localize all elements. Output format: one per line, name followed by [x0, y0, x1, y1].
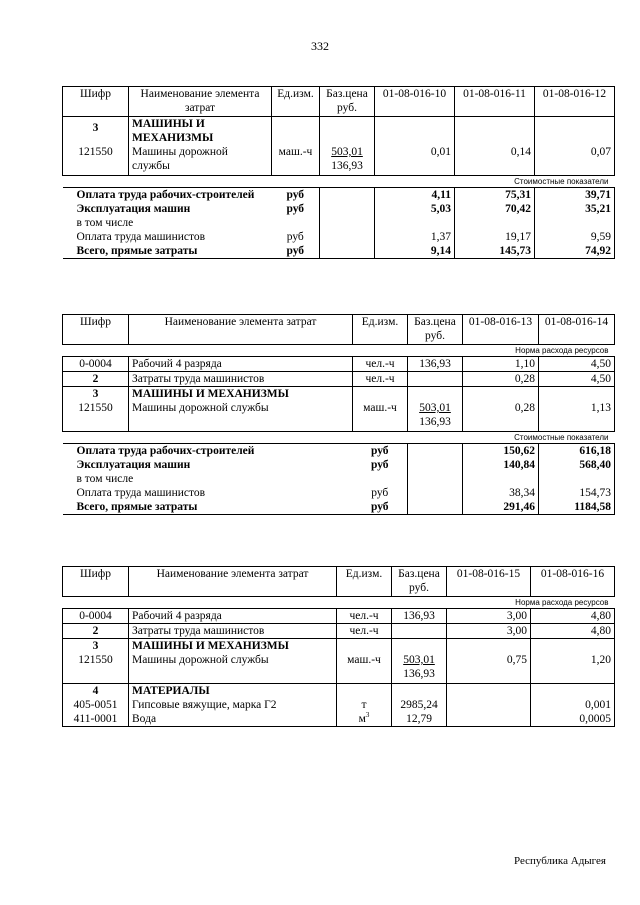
- summary-name: Всего, прямые затраты: [63, 244, 272, 259]
- row-name: Вода: [129, 712, 337, 727]
- summary-value: 616,18: [539, 444, 615, 459]
- band-row: [63, 345, 615, 357]
- summary-unit: руб: [272, 202, 320, 216]
- table-row: [63, 698, 615, 712]
- header-code: Шифр: [63, 315, 129, 345]
- header-row: [63, 567, 615, 597]
- unit-superscript: 3: [365, 711, 370, 720]
- summary-value: 9,14: [375, 244, 455, 259]
- summary-name: Оплата труда машинистов: [76, 487, 206, 499]
- row-code: 121550: [63, 653, 129, 684]
- row-code: 2: [63, 372, 129, 387]
- row-value: 0,01: [375, 145, 455, 176]
- row-code: 121550: [63, 145, 129, 176]
- summary-unit: руб: [353, 444, 408, 459]
- summary-value: 1,37: [375, 230, 455, 244]
- section-title: МАТЕРИАЛЫ: [129, 684, 337, 699]
- row-price: 2985,24: [392, 698, 447, 712]
- band-label: Норма расхода ресурсов: [63, 597, 615, 609]
- band-row: [63, 176, 615, 188]
- summary-value: 4,11: [375, 188, 455, 203]
- row-price: 136,93: [392, 609, 447, 624]
- header-unit: Ед.изм.: [272, 87, 320, 117]
- summary-unit: руб: [272, 188, 320, 203]
- row-price: 136,93: [403, 668, 435, 680]
- summary-unit: руб: [272, 230, 320, 244]
- section-row: [63, 684, 615, 699]
- summary-name: Оплата труда рабочих-строителей: [76, 189, 255, 201]
- summary-unit: руб: [353, 500, 408, 515]
- summary-name: Всего, прямые затраты: [63, 500, 353, 515]
- row-name: Затраты труда машинистов: [129, 624, 337, 639]
- section-row: [63, 117, 615, 146]
- row-unit: маш.-ч: [353, 401, 408, 432]
- summary-value: 9,59: [535, 230, 615, 244]
- table-row: [63, 372, 615, 387]
- row-value: 0,0005: [531, 712, 615, 727]
- band-label: Стоимостные показатели: [63, 432, 615, 444]
- row-value: 0,28: [463, 401, 539, 432]
- band-row: [63, 597, 615, 609]
- row-code: 0-0004: [63, 357, 129, 372]
- page-number: 332: [311, 39, 329, 53]
- row-value: 0,14: [455, 145, 535, 176]
- cost-table-2: [62, 314, 615, 515]
- section-row: [63, 639, 615, 654]
- header-row: [63, 315, 615, 345]
- header-unit: Ед.изм.: [353, 315, 408, 345]
- row-name: Рабочий 4 разряда: [129, 609, 337, 624]
- header-col: 01-08-016-11: [455, 87, 535, 117]
- row-code: 2: [63, 624, 129, 639]
- row-value: 1,13: [539, 401, 615, 432]
- header-col: 01-08-016-14: [539, 315, 615, 345]
- row-code: 121550: [63, 401, 129, 432]
- header-name: Наименование элемента затрат: [129, 567, 337, 597]
- summary-name: в том числе: [76, 217, 134, 229]
- table-row: [63, 401, 615, 432]
- summary-value: 291,46: [463, 500, 539, 515]
- row-code: 405-0051: [63, 698, 129, 712]
- section-row: [63, 387, 615, 402]
- cost-table-1: [62, 86, 615, 259]
- header-row: [63, 87, 615, 117]
- summary-name: Эксплуатация машин: [76, 459, 191, 471]
- summary-value: 75,31: [455, 188, 535, 203]
- row-name: Машины дорожной службы: [129, 653, 337, 684]
- header-price: Баз.цена руб.: [392, 567, 447, 597]
- table-row: [63, 145, 615, 176]
- summary-row: [63, 230, 615, 244]
- header-unit: Ед.изм.: [337, 567, 392, 597]
- table-row: [63, 624, 615, 639]
- header-price: Баз.цена руб.: [320, 87, 375, 117]
- row-value: 4,80: [531, 624, 615, 639]
- summary-value: 74,92: [535, 244, 615, 259]
- row-price: 136,93: [419, 416, 451, 428]
- row-name: Рабочий 4 разряда: [129, 357, 353, 372]
- row-value: 4,80: [531, 609, 615, 624]
- row-value: 0,28: [463, 372, 539, 387]
- summary-row: [63, 444, 615, 459]
- section-title: МАШИНЫ И МЕХАНИЗМЫ: [129, 387, 353, 402]
- summary-value: 39,71: [535, 188, 615, 203]
- table-row: [63, 653, 615, 684]
- summary-row: [63, 500, 615, 515]
- band-label: Стоимостные показатели: [63, 176, 615, 188]
- row-value: 0,07: [535, 145, 615, 176]
- row-unit: чел.-ч: [337, 624, 392, 639]
- row-price: 503,01: [419, 402, 451, 414]
- row-value: 0,75: [447, 653, 531, 684]
- row-name: Гипсовые вяжущие, марка Г2: [129, 698, 337, 712]
- row-code: 4: [63, 684, 129, 699]
- row-value: [447, 698, 531, 712]
- summary-unit: руб: [353, 486, 408, 500]
- summary-row: [63, 188, 615, 203]
- summary-name: Оплата труда машинистов: [76, 231, 206, 243]
- row-unit: маш.-ч: [272, 145, 320, 176]
- summary-value: 145,73: [455, 244, 535, 259]
- summary-value: 70,42: [455, 202, 535, 216]
- section-title: МАШИНЫ И МЕХАНИЗМЫ: [129, 117, 272, 146]
- summary-row: [63, 216, 615, 230]
- row-unit: чел.-ч: [353, 372, 408, 387]
- summary-value: 140,84: [463, 458, 539, 472]
- row-value: 1,20: [531, 653, 615, 684]
- table-row: [63, 357, 615, 372]
- summary-value: 5,03: [375, 202, 455, 216]
- row-name: Затраты труда машинистов: [129, 372, 353, 387]
- row-price: 503,01: [331, 146, 363, 158]
- row-name: Машины дорожной службы: [129, 145, 272, 176]
- header-name: Наименование элемента затрат: [129, 315, 353, 345]
- header-price: Баз.цена руб.: [408, 315, 463, 345]
- page-footer: Республика Адыгея: [513, 855, 606, 867]
- row-value: 1,10: [463, 357, 539, 372]
- header-col: 01-08-016-15: [447, 567, 531, 597]
- row-name: Машины дорожной службы: [129, 401, 353, 432]
- summary-row: [63, 472, 615, 486]
- summary-value: 35,21: [535, 202, 615, 216]
- summary-value: 1184,58: [539, 500, 615, 515]
- row-unit: чел.-ч: [353, 357, 408, 372]
- row-value: 0,001: [531, 698, 615, 712]
- header-col: 01-08-016-10: [375, 87, 455, 117]
- band-row: [63, 432, 615, 444]
- row-value: 4,50: [539, 357, 615, 372]
- band-label: Норма расхода ресурсов: [63, 345, 615, 357]
- row-code: 3: [63, 117, 129, 146]
- summary-value: 568,40: [539, 458, 615, 472]
- row-value: 4,50: [539, 372, 615, 387]
- row-price: 12,79: [392, 712, 447, 727]
- row-price: 136,93: [408, 357, 463, 372]
- row-unit: [337, 712, 392, 727]
- row-code: 3: [63, 387, 129, 402]
- summary-row: [63, 458, 615, 472]
- header-code: Шифр: [63, 567, 129, 597]
- summary-row: [63, 244, 615, 259]
- section-title: МАШИНЫ И МЕХАНИЗМЫ: [129, 639, 337, 654]
- summary-value: 150,62: [463, 444, 539, 459]
- row-price: 503,01: [403, 654, 435, 666]
- row-value: [447, 712, 531, 727]
- row-unit: маш.-ч: [337, 653, 392, 684]
- table-row: [63, 712, 615, 727]
- row-code: 411-0001: [63, 712, 129, 727]
- summary-name: Оплата труда рабочих-строителей: [76, 445, 255, 457]
- summary-name: Эксплуатация машин: [76, 203, 191, 215]
- row-unit: т: [337, 698, 392, 712]
- header-col: 01-08-016-12: [535, 87, 615, 117]
- table-row: [63, 609, 615, 624]
- row-value: 3,00: [447, 624, 531, 639]
- summary-row: [63, 486, 615, 500]
- header-code: Шифр: [63, 87, 129, 117]
- summary-unit: руб: [353, 458, 408, 472]
- summary-name: в том числе: [76, 473, 134, 485]
- summary-row: [63, 202, 615, 216]
- summary-value: 154,73: [539, 486, 615, 500]
- header-col: 01-08-016-16: [531, 567, 615, 597]
- summary-value: 38,34: [463, 486, 539, 500]
- header-name: Наименование элемента затрат: [129, 87, 272, 117]
- cost-table-3: [62, 566, 615, 727]
- row-price: 136,93: [331, 160, 363, 172]
- header-col: 01-08-016-13: [463, 315, 539, 345]
- row-code: 0-0004: [63, 609, 129, 624]
- summary-value: 19,17: [455, 230, 535, 244]
- unit-text: м: [358, 713, 366, 725]
- summary-unit: руб: [272, 244, 320, 259]
- row-value: 3,00: [447, 609, 531, 624]
- row-code: 3: [63, 639, 129, 654]
- row-unit: чел.-ч: [337, 609, 392, 624]
